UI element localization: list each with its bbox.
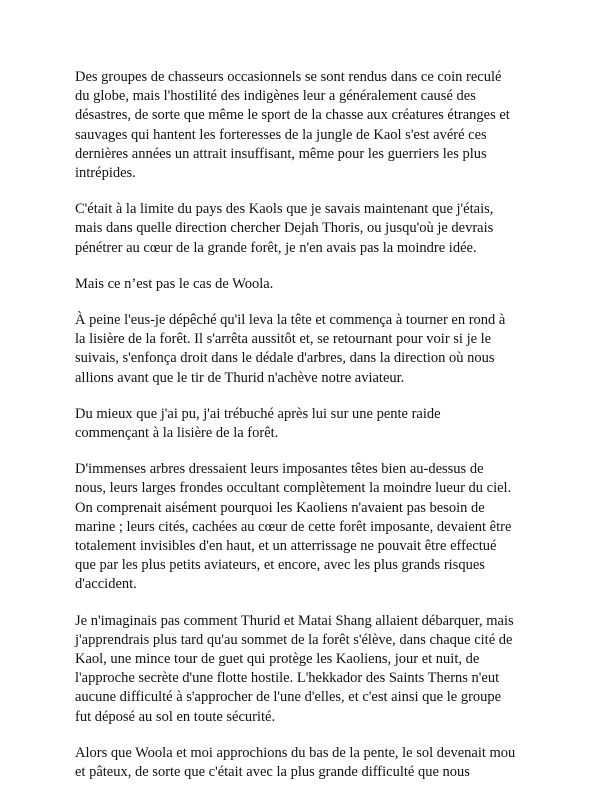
text-line: du globe, mais l'hostilité des indigènes leur a généralement causé des [75,88,476,105]
text-line: suivais, s'enfonça droit dans le dédale d'arbres, dans la direction où nous [75,350,495,367]
text-line: j'apprendrais plus tard qu'au sommet de la forêt s'élève, dans chaque cité de [75,631,513,648]
text-line: commençant à la lisière de la forêt. [75,425,279,442]
paragraph-2 [75,200,530,258]
paragraph-6 [75,460,530,594]
paragraph-1 [75,68,530,183]
text-line: On comprenait aisément pourquoi les Kaoliens n'avaient pas besoin de [75,499,485,516]
text-line: Des groupes de chasseurs occasionnels se sont rendus dans ce coin reculé [75,69,502,85]
paragraph-3 [75,275,530,294]
paragraph-7 [75,612,530,727]
text-line: allions avant que le tir de Thurid n'achève notre aviateur. [75,369,405,386]
text-line: pénétrer au cœur de la grande forêt, je n'en avais pas la moindre idée. [75,239,477,256]
text-line: marine ; leurs cités, cachées au cœur de cette forêt imposante, devaient être [75,518,512,535]
text-line: désastres, de sorte que même le sport de la chasse aux créatures étranges et [75,107,510,124]
text-line: Mais ce n’est pas le cas de Woola. [75,275,274,292]
paragraph-5 [75,405,530,443]
text-line: nous, leurs larges frondes occultant complètement la moindre lueur du ciel. [75,480,512,497]
text-line: la lisière de la forêt. Il s'arrêta aussitôt et, se retournant pour voir si je le [75,331,492,348]
text-line: et pâteux, de sorte que c'était avec la plus grande difficulté que nous [75,764,470,781]
text-line: d'accident. [75,576,137,593]
text-line: totalement invisibles d'en haut, et un atterrissage ne pouvait être effectué [75,538,497,555]
text-line: que par les plus petits aviateurs, et encore, avec les plus grands risques [75,557,485,574]
text-line: Je n'imaginais pas comment Thurid et Matai Shang allaient débarquer, mais [75,612,514,629]
text-line: l'approche secrète d'une flotte hostile. L'hekkador des Saints Therns n'eut [75,670,500,687]
text-line: D'immenses arbres dressaient leurs imposantes têtes bien au-dessus de [75,461,484,478]
text-line: Kaol, une mince tour de guet qui protège les Kaoliens, jour et nuit, de [75,651,480,668]
text-line: fut déposé au sol en toute sécurité. [75,708,276,725]
text-line: Alors que Woola et moi approchions du bas de la pente, le sol devenait mou [75,744,516,761]
text-line: sauvages qui hantent les forteresses de la jungle de Kaol s'est avéré ces [75,126,487,143]
text-line: Du mieux que j'ai pu, j'ai trébuché après lui sur une pente raide [75,405,441,422]
paragraph-8 [75,744,530,782]
text-line: dernières années un attrait insuffisant, même pour les guerriers les plus [75,145,487,162]
text-line: mais dans quelle direction chercher Dejah Thoris, ou jusqu'où je devrais [75,220,494,237]
text-line: C'était à la limite du pays des Kaols que je savais maintenant que j'étais, [75,201,494,218]
text-line: aucune difficulté à s'approcher de l'une d'elles, et c'est ainsi que le groupe [75,689,502,706]
text-line: À peine l'eus-je dépêché qu'il leva la tête et commença à tourner en rond à [75,312,506,329]
body-text [75,68,530,799]
paragraph-4 [75,311,530,388]
text-line: intrépides. [75,165,136,182]
